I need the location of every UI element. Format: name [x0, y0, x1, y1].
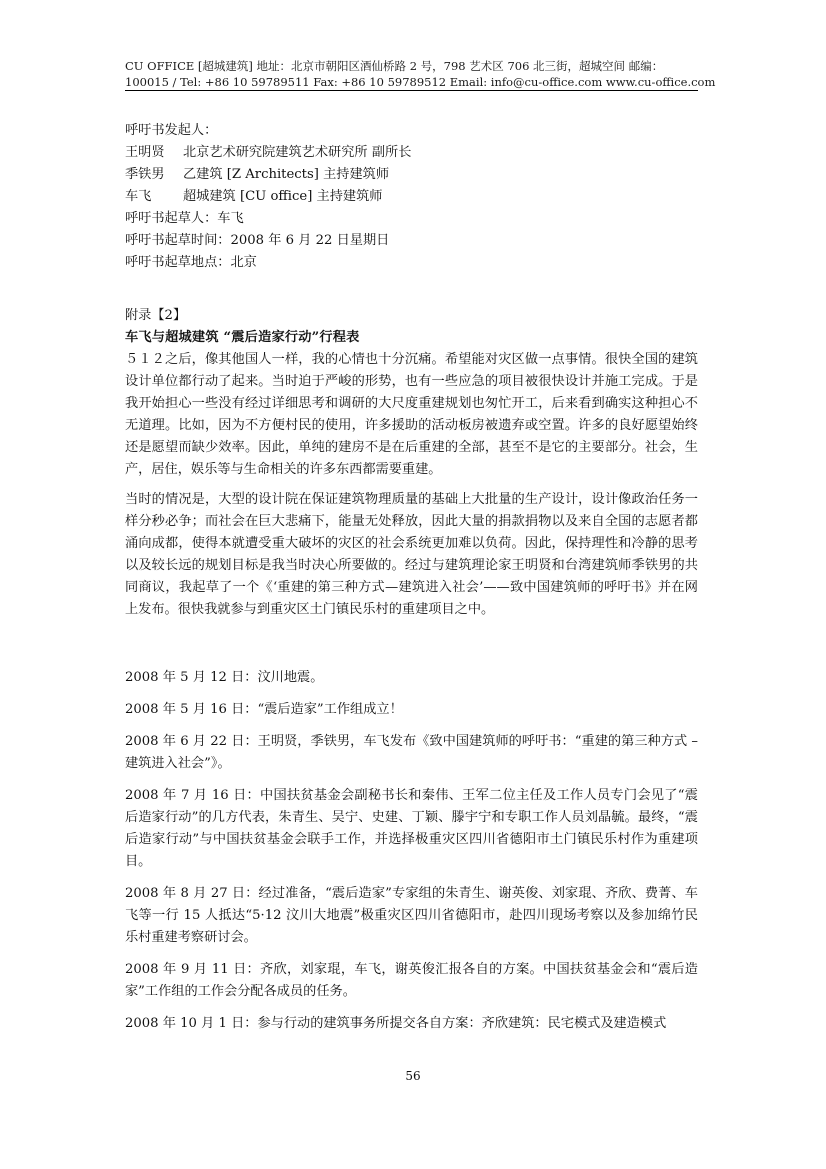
header-contact-line: 100015 / Tel: +86 10 59789511 Fax: +86 10 59789512 Email: info@cu-office.com www.cu-office.com: [125, 75, 716, 89]
timeline-entry: 2008 年 8 月 27 日：经过准备，“震后造家”专家组的朱青生、谢英俊、刘家琨、齐欣、费菁、车飞等一行 15 人抵达“5·12 汶川大地震”极重灾区四川省德阳市，赴四川现场考察以及参加绵竹民乐村重建考察研讨会。: [125, 886, 698, 945]
initiator-name: 车飞: [125, 189, 152, 204]
appendix-title: 车飞与超城建筑 “震后造家行动”行程表: [125, 330, 360, 345]
timeline-entry: 2008 年 9 月 11 日：齐欣，刘家琨，车飞，谢英俊汇报各自的方案。中国扶贫基金会和“震后造家”工作组的工作会分配各成员的任务。: [125, 962, 698, 999]
initiator-role: 乙建筑 [Z Architects] 主持建筑师: [183, 167, 390, 182]
timeline-entry: 2008 年 10 月 1 日：参与行动的建筑事务所提交各自方案：齐欣建筑：民宅模式及建造模式: [125, 1016, 667, 1031]
initiator-row: [125, 186, 698, 208]
page-number: 56: [405, 1069, 421, 1083]
initiator-row: [125, 164, 698, 186]
drafter-line: 呼吁书起草人：车飞: [125, 211, 244, 226]
draft-place-line: 呼吁书起草地点：北京: [125, 255, 257, 270]
timeline-entry: 2008 年 6 月 22 日：王明贤，季铁男，车飞发布《致中国建筑师的呼吁书：“重建的第三种方式 – 建筑进入社会”》。: [125, 734, 698, 771]
initiators-section: [125, 120, 698, 274]
initiator-name: 王明贤: [125, 145, 165, 160]
draft-time-line: 呼吁书起草时间：2008 年 6 月 22 日星期日: [125, 233, 390, 248]
initiator-row: [125, 142, 698, 164]
header-divider: [125, 90, 698, 91]
body-paragraph: ５１２之后，像其他国人一样，我的心情也十分沉痛。希望能对灾区做一点事情。很快全国的建筑设计单位都行动了起来。当时迫于严峻的形势，也有一些应急的项目被很快设计并施工完成。于是我开始担心一些没有经过详细思考和调研的大尺度重建规划也匆忙开工，后来看到确实这种担心不无道理。比如，因为不方便村民的使用，许多援助的活动板房被遗弃或空置。许多的良好愿望始终还是愿望而缺少效率。因此，单纯的建房不是在后重建的全部，甚至不是它的主要部分。社会，生产，居住，娱乐等与生命相关的许多东西都需要重建。: [125, 352, 698, 477]
appendix-label: 附录【2】: [125, 308, 187, 323]
timeline-entry: 2008 年 7 月 16 日：中国扶贫基金会副秘书长和秦伟、王军二位主任及工作人员专门会见了“震后造家行动”的几方代表，朱青生、吴宁、史建、丁颖、滕宇宁和专职工作人员刘晶毓。最终，“震后造家行动”与中国扶贫基金会联手工作，并选择极重灾区四川省德阳市土门镇民乐村作为重建项目。: [125, 788, 698, 869]
page-header: [125, 58, 716, 90]
timeline-entry: 2008 年 5 月 16 日：“震后造家”工作组成立！: [125, 702, 403, 717]
body-paragraph: 当时的情况是，大型的设计院在保证建筑物理质量的基础上大批量的生产设计，设计像政治任务一样分秒必争；而社会在巨大悲痛下，能量无处释放，因此大量的捐款捐物以及来自全国的志愿者都涌向成都，使得本就遭受重大破坏的灾区的社会系统更加难以负荷。因此，保持理性和冷静的思考以及较长远的规划目标是我当时决心所要做的。经过与建筑理论家王明贤和台湾建筑师季铁男的共同商议，我起草了一个《‘重建的第三种方式—建筑进入社会’——致中国建筑师的呼吁书》并在网上发布。很快我就参与到重灾区土门镇民乐村的重建项目之中。: [125, 492, 698, 617]
page-content: [125, 120, 698, 1045]
header-address-line: CU OFFICE [超城建筑] 地址：北京市朝阳区酒仙桥路 2 号，798 艺术区 706 北三街，超城空间 邮编：: [125, 59, 664, 73]
initiator-name: 季铁男: [125, 167, 165, 182]
initiator-role: 超城建筑 [CU office] 主持建筑师: [183, 189, 383, 204]
initiator-role: 北京艺术研究院建筑艺术研究所 副所长: [183, 145, 412, 160]
timeline-entry: 2008 年 5 月 12 日：汶川地震。: [125, 670, 324, 685]
initiators-heading: 呼吁书发起人：: [125, 123, 218, 138]
